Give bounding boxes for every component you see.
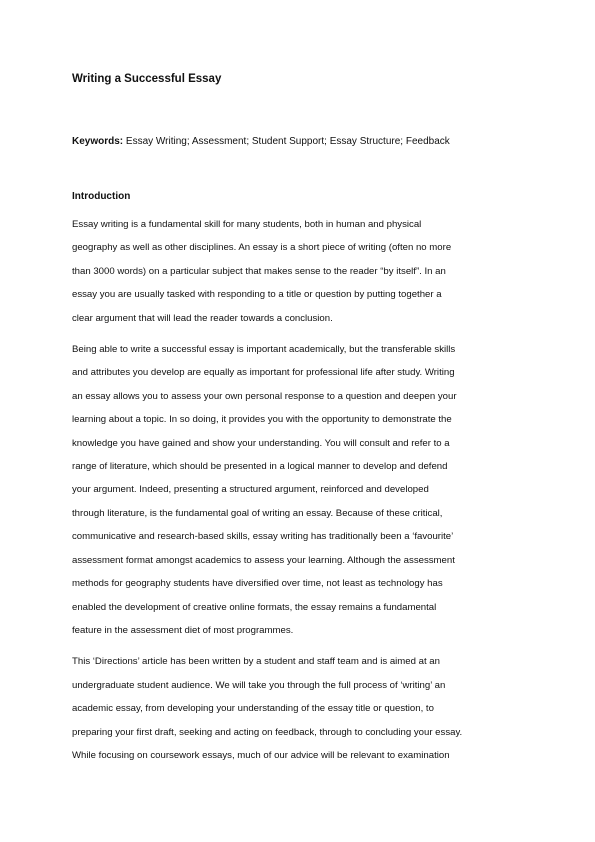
text-line: assessment format amongst academics to assess your learning. Although the assessment — [72, 554, 455, 566]
text-line: than 3000 words) on a particular subject that makes sense to the reader “by itself”. In an — [72, 265, 446, 277]
text-line: Essay writing is a fundamental skill for many students, both in human and physical — [72, 219, 422, 230]
text-line: through literature, is the fundamental goal of writing an essay. Because of these critical, — [72, 507, 443, 519]
text-line: and attributes you develop are equally as important for professional life after study. Writing — [72, 367, 455, 379]
text-line: essay you are usually tasked with responding to a title or question by putting together a — [72, 289, 442, 301]
paragraph-2 — [72, 338, 527, 642]
text-line: academic essay, from developing your understanding of the essay title or question, to — [72, 703, 434, 715]
text-line: methods for geography students have diversified over time, not least as technology has — [72, 578, 443, 590]
text-line: knowledge you have gained and show your understanding. You will consult and refer to a — [72, 437, 450, 449]
paragraph-1 — [72, 213, 527, 330]
paragraph-3 — [72, 650, 527, 767]
section-heading-introduction: Introduction — [72, 191, 131, 202]
keywords-label: Keywords: — [72, 136, 124, 147]
keywords-line — [72, 134, 527, 150]
text-line: clear argument that will lead the reader towards a conclusion. — [72, 312, 333, 324]
text-line: an essay allows you to assess your own personal response to a question and deepen your — [72, 390, 457, 402]
text-line: feature in the assessment diet of most programmes. — [72, 624, 294, 636]
text-line: enabled the development of creative online formats, the essay remains a fundamental — [72, 601, 437, 613]
text-line: geography as well as other disciplines. An essay is a short piece of writing (often no more — [72, 242, 452, 254]
text-line: undergraduate student audience. We will take you through the full process of ‘writing’ an — [72, 679, 446, 691]
document-title: Writing a Successful Essay — [72, 73, 222, 85]
text-line: Being able to write a successful essay is important academically, but the transferable skills — [72, 344, 456, 356]
text-line: communicative and research-based skills, essay writing has traditionally been a ‘favourite’ — [72, 531, 454, 543]
keywords-text: Essay Writing; Assessment; Student Support; Essay Structure; Feedback — [123, 136, 450, 147]
text-line: This ‘Directions’ article has been written by a student and staff team and is aimed at an — [72, 656, 440, 668]
document-page — [72, 70, 527, 767]
text-line: range of literature, which should be presented in a logical manner to develop and defend — [72, 461, 448, 473]
text-line: your argument. Indeed, presenting a structured argument, reinforced and developed — [72, 484, 429, 496]
text-line: While focusing on coursework essays, much of our advice will be relevant to examination — [72, 749, 450, 761]
text-line: preparing your first draft, seeking and acting on feedback, through to concluding your essay. — [72, 726, 463, 738]
text-line: learning about a topic. In so doing, it provides you with the opportunity to demonstrate the — [72, 414, 452, 426]
